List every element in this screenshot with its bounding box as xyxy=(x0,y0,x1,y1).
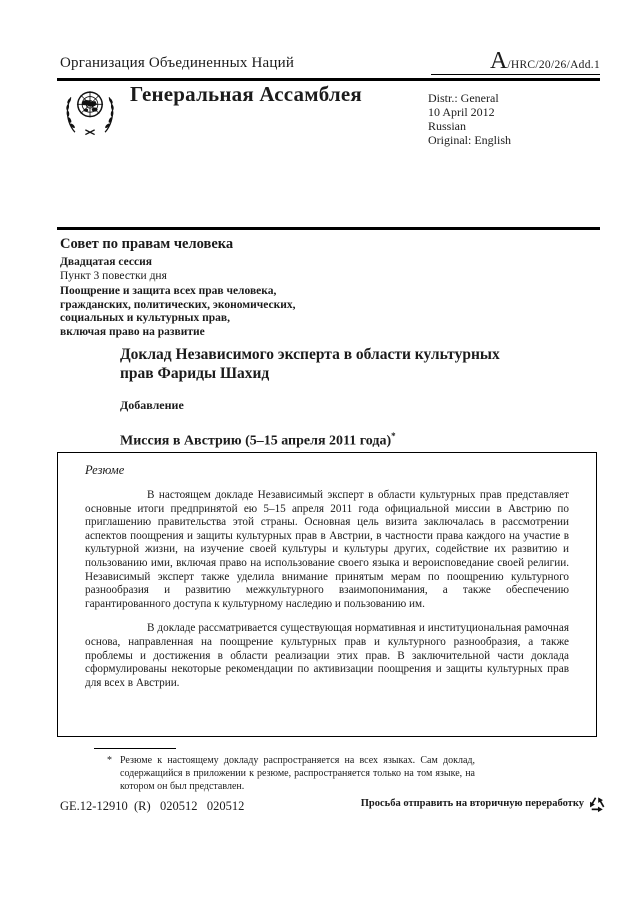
footnote-rule xyxy=(94,748,176,749)
session-number: Двадцатая сессия xyxy=(60,256,152,268)
recycle-note-text: Просьба отправить на вторичную переработку xyxy=(360,797,584,809)
un-emblem-icon xyxy=(60,80,120,138)
distribution-block xyxy=(428,91,511,147)
distr-line: Russian xyxy=(428,119,467,133)
summary-heading: Резюме xyxy=(85,463,125,477)
assembly-title: Генеральная Ассамблея xyxy=(130,82,362,106)
agenda-title-line: Поощрение и защита всех прав человека, xyxy=(60,285,277,297)
addendum-label: Добавление xyxy=(120,398,184,412)
footnote-reference: * xyxy=(391,431,396,441)
document-symbol-rest: /HRC/20/26/Add.1 xyxy=(507,59,600,71)
agenda-title-line: гражданских, политических, экономических, xyxy=(60,298,296,311)
masthead-rule xyxy=(57,78,600,81)
section-rule xyxy=(57,227,600,230)
recycle-icon xyxy=(585,791,609,815)
agenda-title-line: включая право на развитие xyxy=(60,325,205,338)
footnote xyxy=(107,754,475,793)
session-block xyxy=(60,236,295,339)
mission-title xyxy=(120,431,524,450)
document-symbol-letter: A xyxy=(490,48,508,74)
footnote-text: Резюме к настоящему докладу распространяется на всех языках. Сам доклад, содержащийся в приложении к резюме, распространяется только на том языке, на котором он был представлен. xyxy=(120,755,475,792)
agenda-title-line: социальных и культурных прав, xyxy=(60,312,230,324)
ge-document-number: GE.12-12910 (R) 020512 020512 xyxy=(60,799,245,813)
agenda-title xyxy=(60,285,295,339)
footnote-marker: * xyxy=(107,755,112,766)
distr-line: 10 April 2012 xyxy=(428,105,495,119)
summary-paragraph: В настоящем докладе Независимый эксперт в области культурных прав представляет основные итоги предпринятой ею 5–15 апреля 2011 года официальной миссии в Австрию по приглашению правительства этой страны. Основная цель визита заключалась в рассмотрении аспектов поощрения и защиты культурных прав в Австрии, в частности права каждого на участие в культурной жизни, на изучение своей культуры и культуры других, содействие их развитию и пользованию ими, включая право на использование своего языка и вероисповедание своей религии. Независимый эксперт также уделила внимание принятым мерам по поощрению культурного разнообразия и развитию межкультурного взаимопонимания, а также обеспечению гарантированного доступа к культурному наследию и пользованию им. xyxy=(85,489,569,610)
distr-line: Distr.: General xyxy=(428,91,499,105)
summary-paragraph: В докладе рассматривается существующая нормативная и институциональная рамочная основа, направленная на поощрение культурных прав и культурного разнообразия, а также проблемы и достижения в области реализации этих прав. В заключительной части доклада сформулированы некоторые рекомендации по активизации поощрения и защиты культурных прав для всех в Австрии. xyxy=(85,622,569,689)
distr-line: Original: English xyxy=(428,133,511,147)
report-title-block xyxy=(120,345,524,450)
agenda-item: Пункт 3 повестки дня xyxy=(60,269,167,282)
summary-box xyxy=(57,452,597,737)
recycle-note xyxy=(361,791,609,815)
council-name: Совет по правам человека xyxy=(60,236,234,252)
mission-title-text: Миссия в Австрию (5–15 апреля 2011 года) xyxy=(120,433,392,449)
symbol-underline-rule xyxy=(431,74,600,75)
org-name: Организация Объединенных Наций xyxy=(60,55,295,71)
report-title: Доклад Независимого эксперта в области культурных прав Фариды Шахид xyxy=(120,346,500,382)
document-symbol xyxy=(490,49,600,73)
